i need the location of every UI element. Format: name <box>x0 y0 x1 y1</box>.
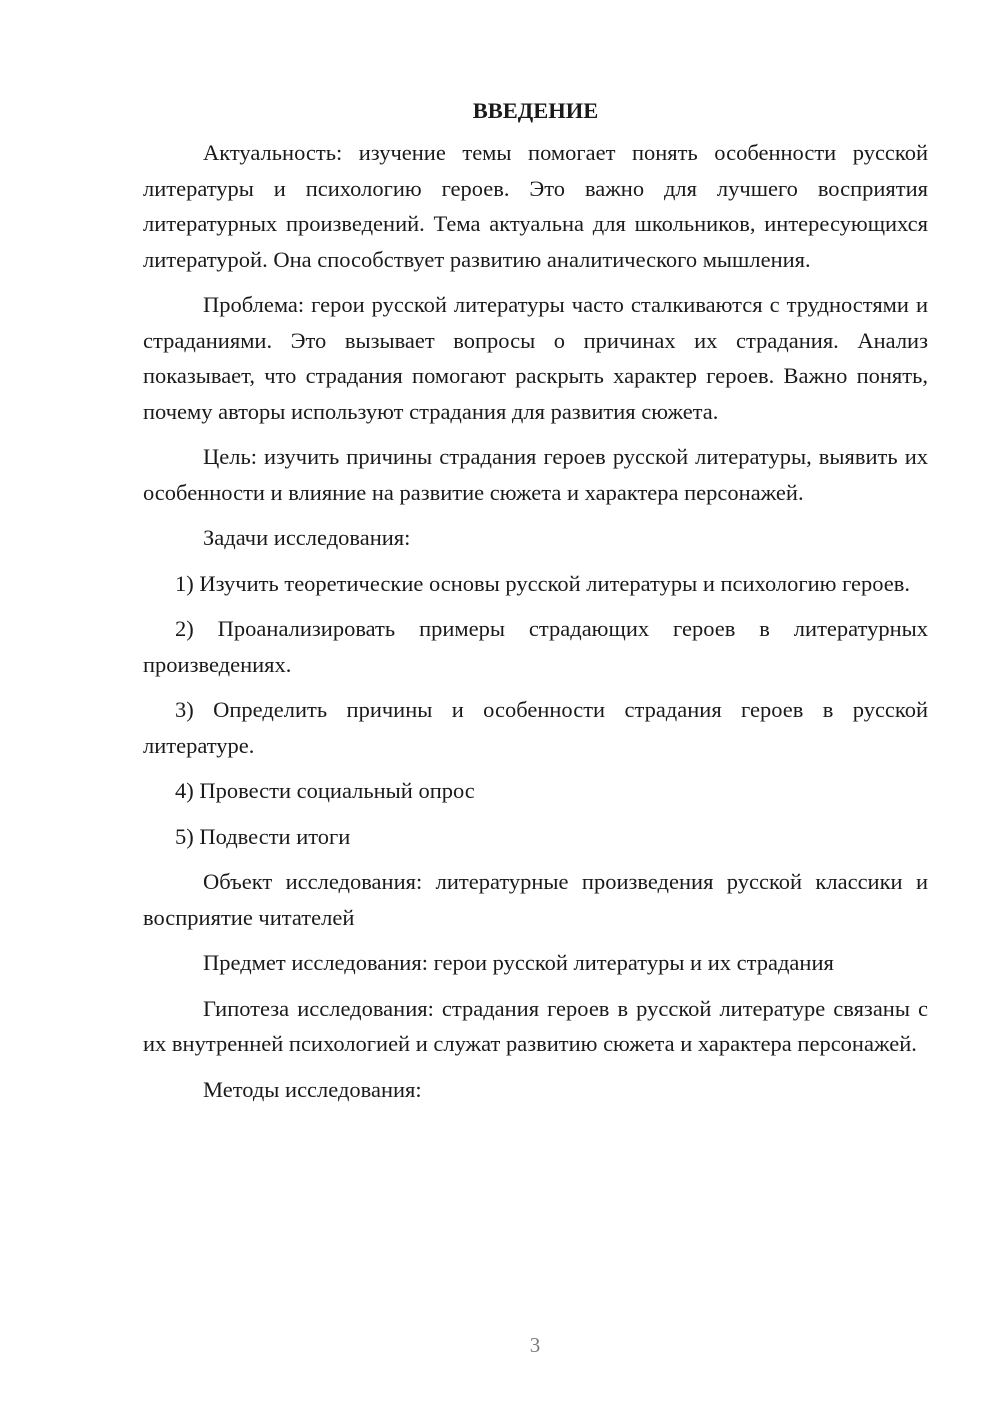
problem-paragraph: Проблема: герои русской литературы часто сталкиваются с трудностями и страданиями. Это вызывает вопросы о причинах их страдания. Анализ показывает, что страдания помогают раскрыть характер героев. Важно понять, почему авторы используют страдания для развития сюжета. <box>143 292 928 424</box>
task-item: 4) Провести социальный опрос <box>175 778 475 803</box>
task-item: 5) Подвести итоги <box>175 823 351 849</box>
subject-paragraph: Предмет исследования: герои русской литературы и их страдания <box>203 950 834 975</box>
object-paragraph: Объект исследования: литературные произведения русской классики и восприятие читателей <box>143 869 928 930</box>
task-item: 1) Изучить теоретические основы русской литературы и психологию героев. <box>175 570 911 596</box>
document-page <box>143 97 928 1117</box>
page-number: 3 <box>529 1333 541 1357</box>
hypothesis-paragraph: Гипотеза исследования: страдания героев в русской литературе связаны с их внутренней психологией и служат развитию сюжета и характера персонажей. <box>143 995 928 1056</box>
task-item: 3) Определить причины и особенности страдания героев в русской литературе. <box>143 697 928 758</box>
goal-paragraph: Цель: изучить причины страдания героев русской литературы, выявить их особенности и влияние на развитие сюжета и характера персонажей. <box>143 444 928 505</box>
page-title: ВВЕДЕНИЕ <box>472 98 599 123</box>
relevance-paragraph: Актуальность: изучение темы помогает понять особенности русской литературы и психологию героев. Это важно для лучшего восприятия литературных произведений. Тема актуальна для школьников, интересующихся литературой. Она способствует развитию аналитического мышления. <box>143 140 928 272</box>
tasks-heading: Задачи исследования: <box>203 525 411 550</box>
methods-heading: Методы исследования: <box>203 1076 422 1102</box>
task-item: 2) Проанализировать примеры страдающих героев в литературных произведениях. <box>143 616 928 677</box>
